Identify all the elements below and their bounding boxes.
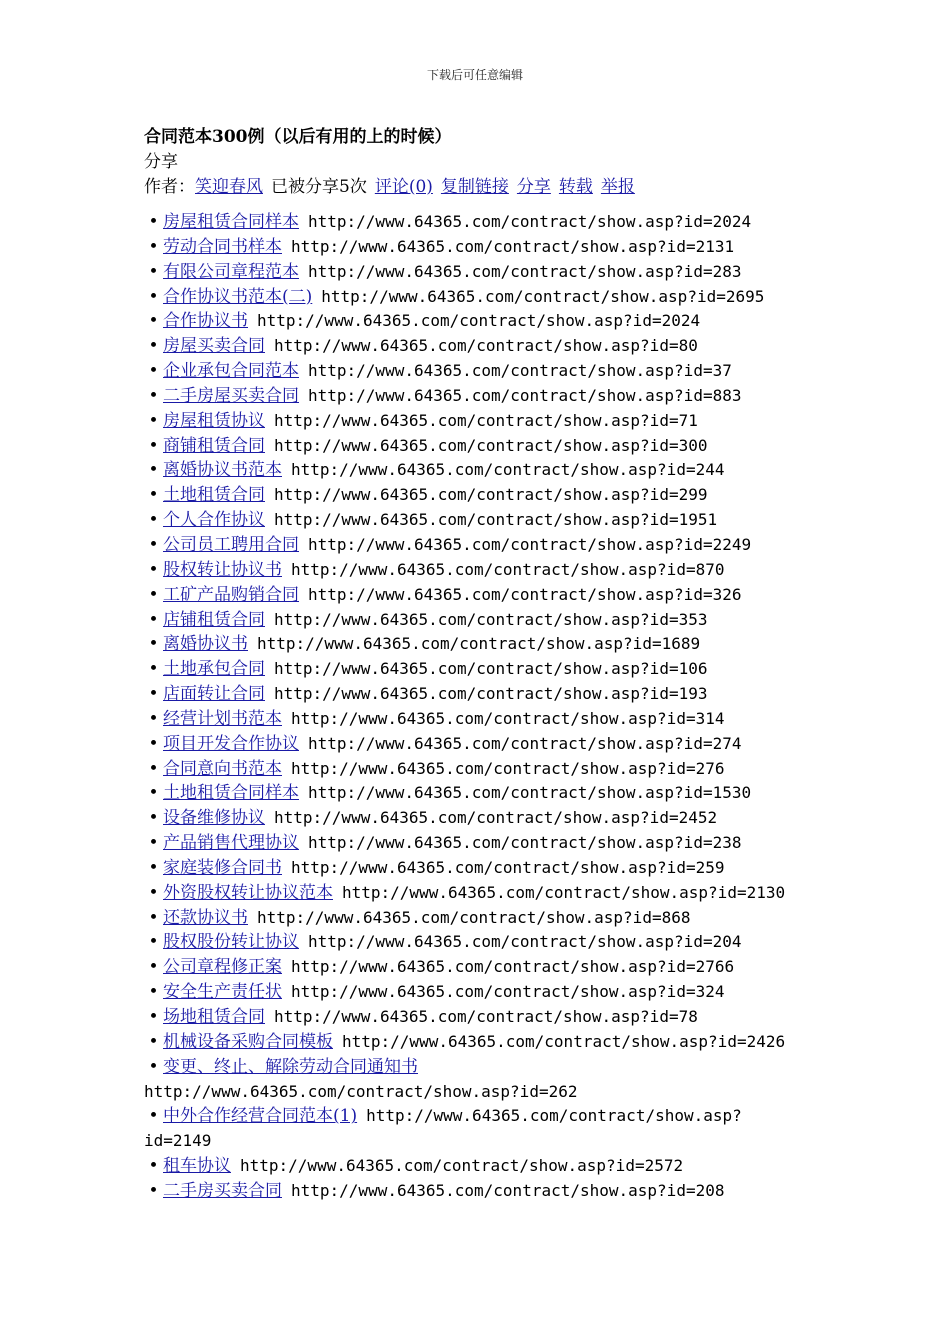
contract-link[interactable]: 房屋租赁合同样本 — [163, 212, 299, 232]
bullet-icon: • — [148, 758, 159, 779]
author-link[interactable]: 笑迎春风 — [195, 177, 263, 197]
bullet-icon: • — [148, 336, 159, 357]
bullet-icon: • — [148, 460, 159, 481]
contract-url: http://www.64365.com/contract/show.asp?id=870 — [291, 559, 725, 579]
contract-url: http://www.64365.com/contract/show.asp?id=283 — [308, 261, 742, 281]
contract-url: http://www.64365.com/contract/show.asp?id=2130 — [342, 882, 786, 902]
contract-link[interactable]: 股权股份转让协议 — [163, 932, 299, 953]
list-item — [144, 533, 844, 558]
list-item — [144, 1154, 844, 1179]
list-item — [144, 1030, 844, 1055]
bullet-icon: • — [148, 609, 159, 630]
contract-link[interactable]: 租车协议 — [163, 1156, 231, 1177]
document-body — [144, 124, 844, 1204]
contract-url: http://www.64365.com/contract/show.asp?id=276 — [291, 758, 725, 778]
contract-url: http://www.64365.com/contract/show.asp?id=204 — [308, 932, 742, 952]
contract-link[interactable]: 场地租赁合同 — [163, 1007, 265, 1027]
contract-url: http://www.64365.com/contract/show.asp?id=274 — [308, 733, 742, 753]
list-item — [144, 906, 844, 931]
list-item — [144, 458, 844, 483]
list-item — [144, 757, 844, 782]
list-item — [144, 260, 844, 285]
bullet-icon: • — [148, 982, 159, 1003]
bullet-icon: • — [148, 510, 159, 531]
bullet-icon: • — [148, 385, 159, 406]
list-item — [144, 434, 844, 459]
contract-url: http://www.64365.com/contract/show.asp?id=2452 — [274, 808, 718, 828]
bullet-icon: • — [148, 1056, 159, 1077]
contract-link[interactable]: 安全生产责任状 — [163, 982, 282, 1003]
bullet-icon: • — [148, 659, 159, 680]
list-item — [144, 1055, 844, 1080]
contract-url: http://www.64365.com/contract/show.asp?id=2572 — [240, 1156, 684, 1176]
list-item — [144, 806, 844, 831]
contract-url: http://www.64365.com/contract/show.asp?id=300 — [274, 435, 708, 455]
bullet-icon: • — [148, 361, 159, 382]
contract-url: http://www.64365.com/contract/show.asp?id=2695 — [321, 286, 765, 306]
contract-link[interactable]: 企业承包合同范本 — [163, 361, 299, 382]
contract-link[interactable]: 土地租赁合同样本 — [163, 783, 299, 804]
contract-url: http://www.64365.com/contract/show.asp?id=1530 — [308, 783, 752, 803]
list-item — [144, 235, 844, 260]
bullet-icon: • — [148, 957, 159, 978]
contract-link[interactable]: 劳动合同书样本 — [163, 236, 282, 257]
contract-url: http://www.64365.com/contract/show.asp?id=299 — [274, 485, 708, 505]
contract-link[interactable]: 项目开发合作协议 — [163, 733, 299, 754]
bullet-icon: • — [148, 1031, 159, 1052]
bullet-icon: • — [148, 1156, 159, 1177]
contract-url: http://www.64365.com/contract/show.asp?id=2426 — [342, 1031, 786, 1051]
bullet-icon: • — [148, 882, 159, 903]
bullet-icon: • — [148, 261, 159, 282]
contract-link[interactable]: 中外合作经营合同范本(1) — [163, 1106, 358, 1127]
bullet-icon: • — [148, 833, 159, 854]
list-item — [144, 930, 844, 955]
contract-url: http://www.64365.com/contract/show.asp?id=2024 — [257, 311, 701, 331]
contract-link[interactable]: 外资股权转让协议范本 — [163, 882, 333, 903]
list-item — [144, 583, 844, 608]
list-item — [144, 558, 844, 583]
contract-url: http://www.64365.com/contract/show.asp?id=71 — [274, 410, 698, 430]
contract-list — [144, 210, 844, 1204]
contract-url: http://www.64365.com/contract/show.asp? — [366, 1106, 742, 1126]
contract-url: http://www.64365.com/contract/show.asp?id=883 — [308, 385, 742, 405]
list-item — [144, 856, 844, 881]
contract-url-continued: http://www.64365.com/contract/show.asp?id=262 — [144, 1081, 578, 1101]
bullet-icon: • — [148, 634, 159, 655]
contract-link[interactable]: 工矿产品购销合同 — [163, 584, 299, 605]
comments-link[interactable]: 评论(0) — [374, 177, 433, 197]
contract-link[interactable]: 有限公司章程范本 — [163, 261, 299, 282]
contract-url: http://www.64365.com/contract/show.asp?id=2249 — [308, 534, 752, 554]
contract-link[interactable]: 房屋买卖合同 — [163, 336, 265, 357]
list-item — [144, 210, 844, 235]
list-item — [144, 682, 844, 707]
contract-link[interactable]: 还款协议书 — [163, 907, 248, 928]
contract-url: http://www.64365.com/contract/show.asp?id=1951 — [274, 510, 718, 530]
list-item — [144, 1005, 844, 1030]
list-item — [144, 1179, 844, 1204]
bullet-icon: • — [148, 932, 159, 953]
share-link[interactable]: 分享 — [516, 177, 551, 197]
list-item — [144, 334, 844, 359]
bullet-icon: • — [148, 435, 159, 456]
list-item — [144, 781, 844, 806]
contract-url: http://www.64365.com/contract/show.asp?id=238 — [308, 833, 742, 853]
contract-link[interactable]: 个人合作协议 — [163, 510, 265, 531]
report-link[interactable]: 举报 — [600, 177, 635, 197]
contract-link[interactable]: 合作协议书范本(二) — [163, 286, 313, 307]
page-title: 合同范本300例（以后有用的上的时候） — [144, 127, 452, 147]
bullet-icon: • — [148, 212, 159, 232]
contract-url: http://www.64365.com/contract/show.asp?id=78 — [274, 1007, 698, 1026]
contract-link[interactable]: 公司员工聘用合同 — [163, 534, 299, 555]
contract-url: http://www.64365.com/contract/show.asp?id=2766 — [291, 957, 735, 977]
bullet-icon: • — [148, 907, 159, 928]
contract-url: http://www.64365.com/contract/show.asp?id=2024 — [308, 212, 752, 231]
list-item — [144, 831, 844, 856]
bullet-icon: • — [148, 559, 159, 580]
contract-url: http://www.64365.com/contract/show.asp?id=37 — [308, 361, 732, 381]
bullet-icon: • — [148, 733, 159, 754]
repost-link[interactable]: 转载 — [558, 177, 593, 197]
list-item — [144, 359, 844, 384]
contract-url: http://www.64365.com/contract/show.asp?id=193 — [274, 684, 708, 704]
bullet-icon: • — [148, 857, 159, 878]
contract-link[interactable]: 房屋租赁协议 — [163, 410, 265, 431]
contract-link[interactable]: 二手房屋买卖合同 — [163, 385, 299, 406]
contract-url: http://www.64365.com/contract/show.asp?id=80 — [274, 336, 698, 356]
bullet-icon: • — [148, 684, 159, 705]
bullet-icon: • — [148, 286, 159, 307]
list-item — [144, 707, 844, 732]
list-item — [144, 608, 844, 633]
contract-link[interactable]: 土地租赁合同 — [163, 485, 265, 506]
contract-link[interactable]: 店面转让合同 — [163, 684, 265, 705]
list-item — [144, 980, 844, 1005]
contract-link[interactable]: 产品销售代理协议 — [163, 833, 299, 854]
share-label: 分享 — [144, 152, 178, 172]
contract-link[interactable]: 设备维修协议 — [163, 808, 265, 829]
contract-link[interactable]: 店铺租赁合同 — [163, 609, 265, 630]
list-item — [144, 309, 844, 334]
contract-url: http://www.64365.com/contract/show.asp?id=1689 — [257, 634, 701, 654]
contract-url: http://www.64365.com/contract/show.asp?id=353 — [274, 609, 708, 629]
bullet-icon: • — [148, 311, 159, 332]
bullet-icon: • — [148, 410, 159, 431]
contract-url: http://www.64365.com/contract/show.asp?id=2131 — [291, 236, 735, 256]
list-item — [144, 955, 844, 980]
list-item — [144, 409, 844, 434]
list-item — [144, 657, 844, 682]
bullet-icon: • — [148, 584, 159, 605]
bullet-icon: • — [148, 708, 159, 729]
contract-url: http://www.64365.com/contract/show.asp?id=868 — [257, 907, 691, 927]
contract-url: http://www.64365.com/contract/show.asp?id=324 — [291, 982, 725, 1002]
contract-link[interactable]: 机械设备采购合同模板 — [163, 1031, 333, 1052]
list-item — [144, 881, 844, 906]
contract-url: http://www.64365.com/contract/show.asp?id=208 — [291, 1180, 725, 1200]
contract-link[interactable]: 土地承包合同 — [163, 659, 265, 680]
contract-url: http://www.64365.com/contract/show.asp?id=326 — [308, 584, 742, 604]
bullet-icon: • — [148, 485, 159, 506]
bullet-icon: • — [148, 1007, 159, 1027]
contract-link[interactable]: 股权转让协议书 — [163, 559, 282, 580]
list-item — [144, 632, 844, 657]
contract-url: http://www.64365.com/contract/show.asp?id=244 — [291, 460, 725, 480]
shared-count-text: 已被分享5次 — [271, 177, 367, 197]
list-item — [144, 1104, 844, 1129]
contract-link[interactable]: 合同意向书范本 — [163, 758, 282, 779]
contract-link[interactable]: 变更、终止、解除劳动合同通知书 — [163, 1056, 418, 1077]
contract-url: http://www.64365.com/contract/show.asp?id=314 — [291, 708, 725, 728]
bullet-icon: • — [148, 1106, 159, 1127]
list-item — [144, 285, 844, 310]
list-item — [144, 508, 844, 533]
contract-link[interactable]: 离婚协议书 — [163, 634, 248, 655]
meta-line — [144, 175, 844, 200]
contract-link[interactable]: 合作协议书 — [163, 311, 248, 332]
contract-url: http://www.64365.com/contract/show.asp?id=106 — [274, 659, 708, 679]
contract-link[interactable]: 二手房买卖合同 — [163, 1180, 282, 1201]
list-item — [144, 483, 844, 508]
bullet-icon: • — [148, 236, 159, 257]
bullet-icon: • — [148, 534, 159, 555]
author-label: 作者： — [144, 177, 195, 197]
contract-link[interactable]: 公司章程修正案 — [163, 957, 282, 978]
bullet-icon: • — [148, 783, 159, 804]
header-note: 下载后可任意编辑 — [426, 68, 523, 82]
contract-url: http://www.64365.com/contract/show.asp?id=259 — [291, 857, 725, 877]
copy-link[interactable]: 复制链接 — [440, 177, 509, 197]
contract-link[interactable]: 家庭装修合同书 — [163, 857, 282, 878]
contract-link[interactable]: 经营计划书范本 — [163, 708, 282, 729]
bullet-icon: • — [148, 808, 159, 829]
contract-link[interactable]: 离婚协议书范本 — [163, 460, 282, 481]
list-item — [144, 732, 844, 757]
list-item — [144, 384, 844, 409]
bullet-icon: • — [148, 1180, 159, 1201]
contract-url-continued: id=2149 — [144, 1131, 212, 1151]
contract-link[interactable]: 商铺租赁合同 — [163, 435, 265, 456]
